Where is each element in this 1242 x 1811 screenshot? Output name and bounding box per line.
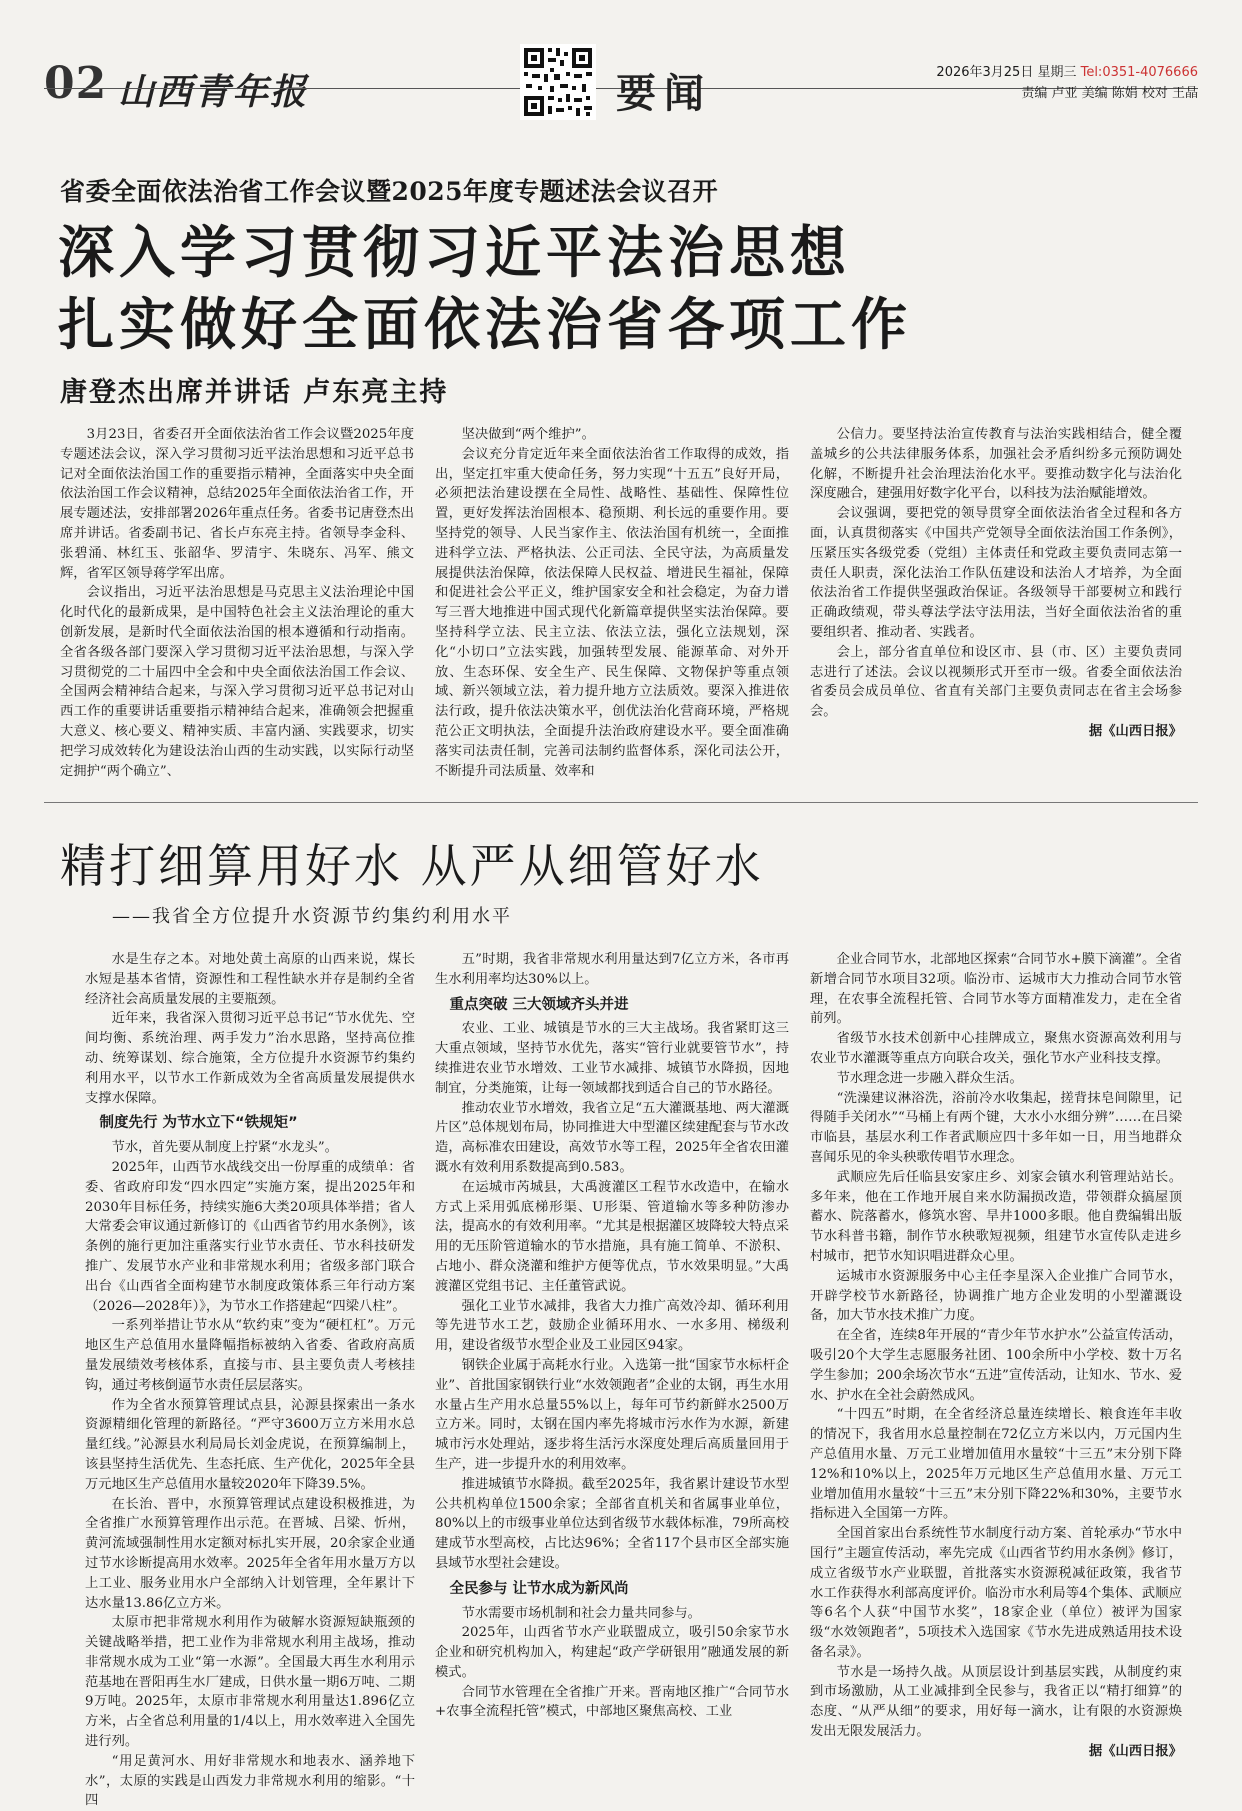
paragraph: 钢铁企业属于高耗水行业。入选第一批“国家节水标杆企业”、首批国家钢铁行业“水效领跑者”企业的太钢，再生水用水量占生产用水总量55%以上，每年可节约新鲜水2500万立方米。同时，太钢在国内率先将城市污水作为水源，新建城市污水处理站，逐步将生活污水深度处理后高质量回用于生产，进一步提升水的利用效率。 xyxy=(435,1357,789,1472)
paragraph: “用足黄河水、用好非常规水和地表水、涵养地下水”，太原的实践是山西发力非常规水利用的缩影。“十四 xyxy=(85,1753,415,1809)
paragraph: 省级节水技术创新中心挂牌成立，聚焦水资源高效利用与农业节水灌溉等重点方向联合攻关，强化节水产业科技支撑。 xyxy=(810,1031,1182,1066)
section-title: 要闻 xyxy=(616,70,712,117)
telephone: Tel:0351-4076666 xyxy=(1080,65,1198,80)
article1-headline-line2: 扎实做好全面依法治省各项工作 xyxy=(58,292,912,358)
paragraph: 运城市水资源服务中心主任李星深入企业推广合同节水，开辟学校节水新路径，协调推广地方企业发明的小型灌溉设备，加大节水技术推广力度。 xyxy=(810,1268,1182,1324)
paragraph: 在运城市芮城县，大禹渡灌区工程节水改造中，在输水方式上采用弧底梯形渠、U形渠、管道输水等多种防渗办法，提高水的有效利用率。“尤其是根据灌区坡降较大特点采用的无压阶管道输水的节水措施，具有施工简单、不淤积、占地小、群众浇灌和维护方便等优点，节水效果明显。”大禹渡灌区党组书记、主任董管武说。 xyxy=(435,1179,789,1294)
paragraph: “洗澡建议淋浴洗，浴前冷水收集起，搓背抹皂间隙里，记得随手关闭水”“马桶上有两个键，大水小水细分辨”……在吕梁市临县，基层水利工作者武顺应四十多年如一日，用当地群众喜闻乐见的伞头秧歌传唱节水理念。 xyxy=(810,1090,1182,1165)
paragraph: 节水需要市场机制和社会力量共同参与。 xyxy=(461,1605,701,1621)
paragraph: 在全省，连续8年开展的“青少年节水护水”公益宣传活动，吸引20个大学生志愿服务社团、100余所中小学校、数十万名学生参加；200余场次节水“五进”宣传活动，让知水、节水、爱水、护水在全社会蔚然成风。 xyxy=(810,1328,1182,1403)
paragraph: 公信力。要坚持法治宣传教育与法治实践相结合，健全覆盖城乡的公共法律服务体系，加强社会矛盾纠纷多元预防调处化解，不断提升社会治理法治化水平。要推动数字化与法治化深度融合，建强用好数字化平台，以科技为法治赋能增效。 xyxy=(810,427,1182,502)
section-heading: 制度先行 为节水立下“铁规矩” xyxy=(99,1115,298,1132)
paragraph: 2025年，山西省节水产业联盟成立，吸引50余家节水企业和研究机构加入，构建起“政产学研银用”融通发展的新模式。 xyxy=(435,1625,789,1680)
paragraph: 企业合同节水，北部地区探索“合同节水+膜下滴灌”。全省新增合同节水项目32项。临汾市、运城市大力推动合同节水管理，在农事全流程托管、合同节水等方面精准发力，走在全省前列。 xyxy=(810,952,1182,1027)
paragraph: 会议指出，习近平法治思想是马克思主义法治理论中国化时代化的最新成果，是中国特色社会主义法治理论的重大创新发展，是新时代全面依法治国的根本遵循和行动指南。全省各级各部门要深入学习贯彻习近平法治思想，与深入学习贯彻党的二十届四中全会和中央全面依法治国工作会议、全国两会精神结合起来，与深入学习贯彻习近平总书记对山西工作的重要讲话重要指示精神结合起来，准确领会把握重大意义、核心要义、精神实质、丰富内涵、实践要求，切实把学习成效转化为建设法治山西的生动实践，以实际行动坚定拥护“两个确立”、 xyxy=(60,585,414,779)
article2-source: 据《山西日报》 xyxy=(1088,1743,1182,1759)
article-divider xyxy=(44,802,1198,803)
article2-column-3 xyxy=(810,950,1182,1759)
paragraph: 推进城镇节水降损。截至2025年，我省累计建设节水型公共机构单位1500余家；全部省直机关和省属事业单位，80%以上的市级事业单位达到省级节水载体标准，79所高校建成节水型高校，占比达96%；全省117个县市区全部实施县域节水型社会建设。 xyxy=(435,1476,789,1571)
paragraph: 会议强调，要把党的领导贯穿全面依法治省全过程和各方面，认真贯彻落实《中国共产党领导全面依法治国工作条例》，压紧压实各级党委（党组）主体责任和党政主要负责同志第一责任人职责，深化法治工作队伍建设和法治人才培养，为全面依法治省工作提供坚强政治保证。各级领导干部要树立和践行正确政绩观，带头尊法学法守法用法，当好全面依法治省的重要组织者、推动者、实践者。 xyxy=(810,506,1182,640)
paragraph: 合同节水管理在全省推广开来。晋南地区推广“合同节水+农事全流程托管”模式，中部地区聚焦高校、工业 xyxy=(435,1684,789,1720)
paragraph: 坚决做到“两个维护”。 xyxy=(461,427,595,442)
paragraph: 2025年，山西节水战线交出一份厚重的成绩单：省委、省政府印发“四水四定”实施方案，提出2025年和2030年目标任务，持续实施6大类20项具体举措；省人大常委会审议通过新修订的《山西省节约用水条例》，该条例的施行更加注重落实行业节水责任、节水科技研发推广、发展节水产业和非常规水利用；省级多部门联合出台《山西省全面构建节水制度政策体系三年行动方案（2026—2028年）》，为节水工作搭建起“四梁八柱”。 xyxy=(85,1159,415,1314)
header-meta xyxy=(936,62,1198,104)
paragraph: 近年来，我省深入贯彻习近平总书记“节水优先、空间均衡、系统治理、两手发力”治水思路，坚持高位推动、统筹谋划、综合施策，全方位提升水资源节约集约利用水平，以节水工作新成效为全省高质量发展提供水支撑水保障。 xyxy=(85,1011,415,1106)
section-heading: 全民参与 让节水成为新风尚 xyxy=(449,1580,629,1597)
editors-line: 责编 卢亚 美编 陈娟 校对 王晶 xyxy=(1021,86,1198,101)
article1-column-1 xyxy=(60,425,414,787)
article2-column-2 xyxy=(435,950,789,1740)
paragraph: 武顺应先后任临县安家庄乡、刘家会镇水利管理站站长。多年来，他在工作地开展自来水防漏损改造，带领群众搞屋顶蓄水、院落蓄水，修筑水窖、旱井1000多眼。他自费编辑出版节水科普书籍，制作节水秧歌短视频，组建节水宣传队走进乡村城市，把节水知识唱进群众心里。 xyxy=(810,1169,1182,1264)
article1-headline-line1: 深入学习贯彻习近平法治思想 xyxy=(58,220,851,286)
paragraph: 在长治、晋中，水预算管理试点建设积极推进，为全省推广水预算管理作出示范。在晋城、吕梁、忻州，黄河流域强制性用水定额对标扎实开展，20余家企业通过节水诊断提高用水效率。2025年全省年用水量万方以上工业、服务业用水户全部纳入计划管理，全年累计下达水量13.86亿立方米。 xyxy=(85,1496,415,1611)
paragraph: 强化工业节水减排，我省大力推广高效冷却、循环利用等先进节水工艺，鼓励企业循环用水、一水多用、梯级利用，建设省级节水型企业及工业园区94家。 xyxy=(435,1298,789,1354)
article2-subhead: ——我省全方位提升水资源节约集约利用水平 xyxy=(112,906,512,927)
article1-column-2 xyxy=(435,425,789,787)
article2-headline: 精打细算用好水 从严从细管好水 xyxy=(60,839,764,893)
qr-code-icon xyxy=(520,44,596,120)
paragraph: 会议充分肯定近年来全面依法治省工作取得的成效，指出，坚定扛牢重大使命任务，努力实现“十五五”良好开局，必须把法治建设摆在全局性、战略性、基础性、保障性位置，更好发挥法治固根本、稳预期、利长远的重要作用。要坚持党的领导、人民当家作主、依法治国有机统一，全面推进科学立法、严格执法、公正司法、全民守法，为高质量发展提供法治保障，依法保障人民权益、增进民生福祉，保障和促进社会公平正义，维护国家安全和社会稳定，为奋力谱写三晋大地推进中国式现代化新篇章提供坚实法治保障。要坚持科学立法、民主立法、依法立法，强化立法规划，深化“小切口”立法实践，加强转型发展、能源革命、对外开放、生态环保、安全生产、民生保障、文物保护等重点领域、新兴领域立法，着力提升地方立法质效。要深入推进依法行政，提升依法决策水平，创优法治化营商环境，严格规范公正文明执法，全面提升法治政府建设水平。要全面准确落实司法责任制，完善司法制约监督体系，深化司法公开，不断提升司法质量、效率和 xyxy=(435,446,789,779)
paragraph: 五”时期，我省非常规水利用量达到7亿立方米，各市再生水利用率均达30%以上。 xyxy=(435,952,789,987)
paragraph: 节水是一场持久战。从顶层设计到基层实践，从制度约束到市场激励，从工业减排到全民参与，我省正以“精打细算”的态度、“从严从细”的要求，用好每一滴水，让有限的水资源焕发出无限发展活力。 xyxy=(810,1664,1182,1740)
paragraph: 作为全省水预算管理试点县，沁源县探索出一条水资源精细化管理的新路径。“严守3600万立方米用水总量红线。”沁源县水利局局长刘金虎说，在预算编制上，该县坚持生活优先、生态托底、生产优化，2025年全县万元地区生产总值用水量较2020年下降39.5%。 xyxy=(85,1397,415,1492)
paragraph: 节水理念进一步融入群众生活。 xyxy=(836,1070,1023,1086)
article1-subhead: 唐登杰出席并讲话 卢东亮主持 xyxy=(60,377,449,408)
article1-source: 据《山西日报》 xyxy=(1088,723,1182,739)
page-number: 02 xyxy=(44,58,108,109)
paragraph: 农业、工业、城镇是节水的三大主战场。我省紧盯这三大重点领域，坚持节水优先，落实“管行业就要管节水”，持续推进农业节水增效、工业节水减排、城镇节水降损，因地制宜，分类施策，让每一领域都找到适合自己的节水路径。 xyxy=(435,1021,789,1096)
paragraph: 太原市把非常规水利用作为破解水资源短缺瓶颈的关键战略举措，把工业作为非常规水利用主战场，推动非常规水成为工业“第一水源”。全国最大再生水利用示范基地在晋阳再生水厂建成，日供水量一期6万吨、二期9万吨。2025年，太原市非常规水利用量达1.896亿立方米，占全省总利用量的1/4以上，用水效率进入全国先进行列。 xyxy=(85,1615,415,1750)
paragraph: 推动农业节水增效，我省立足“五大灌溉基地、两大灌溉片区”总体规划布局，协同推进大中型灌区续建配套与节水改造，高标准农田建设，高效节水等工程，2025年全省农田灌溉水有效利用系数提高到0.583。 xyxy=(435,1100,789,1175)
paragraph: 一系列举措让节水从“软约束”变为“硬杠杠”。万元地区生产总值用水量降幅指标被纳入省委、省政府高质量发展绩效考核体系，直接与市、县主要负责人考核挂钩，通过考核倒逼节水责任层层落实。 xyxy=(85,1318,415,1393)
paragraph: 全国首家出台系统性节水制度行动方案、首轮承办“节水中国行”主题宣传活动，率先完成《山西省节约用水条例》修订，成立省级节水产业联盟，首批落实水资源税减征政策，我省节水工作获得水利部高度评价。临汾市水利局等4个集体、武顺应等6名个人获“中国节水奖”，18家企业（单位）被评为国家级“水效领跑者”，5项技术入选国家《节水先进成熟适用技术设备名录》。 xyxy=(810,1526,1182,1660)
paragraph: 3月23日，省委召开全面依法治省工作会议暨2025年度专题述法会议，深入学习贯彻习近平法治思想和习近平总书记对全面依法治国工作的重要指示精神，全面落实中央全面依法治国工作会议精神，总结2025年全面依法治省工作，开展专题述法，安排部署2026年重点任务。省委书记唐登杰出席并讲话。省委副书记、省长卢东亮主持。省领导李金科、张碧涌、林红玉、张韶华、罗清宇、朱晓东、冯军、熊文辉，省军区领导蒋学军出席。 xyxy=(60,427,414,581)
paragraph: 节水，首先要从制度上拧紧“水龙头”。 xyxy=(111,1140,338,1156)
section-heading: 重点突破 三大领域齐头并进 xyxy=(449,996,629,1013)
article1-column-3 xyxy=(810,425,1182,787)
article1-kicker: 省委全面依法治省工作会议暨2025年度专题述法会议召开 xyxy=(60,177,719,206)
date-line: 2026年3月25日 星期三 xyxy=(936,65,1077,80)
paragraph: 会上，部分省直单位和设区市、县（市、区）主要负责同志进行了述法。会议以视频形式开至市一级。省委全面依法治省委员会成员单位、省直有关部门主要负责同志在省主会场参会。 xyxy=(810,644,1182,720)
article2-column-1 xyxy=(85,950,415,1809)
paragraph: 水是生存之本。对地处黄土高原的山西来说，煤长水短是基本省情，资源性和工程性缺水并存是制约全省经济社会高质量发展的主要瓶颈。 xyxy=(85,952,415,1007)
newspaper-name: 山西青年报 xyxy=(118,71,309,113)
paragraph: “十四五”时期，在全省经济总量连续增长、粮食连年丰收的情况下，我省用水总量控制在72亿立方米以内，万元国内生产总值用水量、万元工业增加值用水量较“十三五”末分别下降12%和10%以上，2025年万元地区生产总值用水量、万元工业增加值用水量较“十三五”末分别下降22%和30%，主要节水指标进入全国第一方阵。 xyxy=(810,1407,1182,1522)
